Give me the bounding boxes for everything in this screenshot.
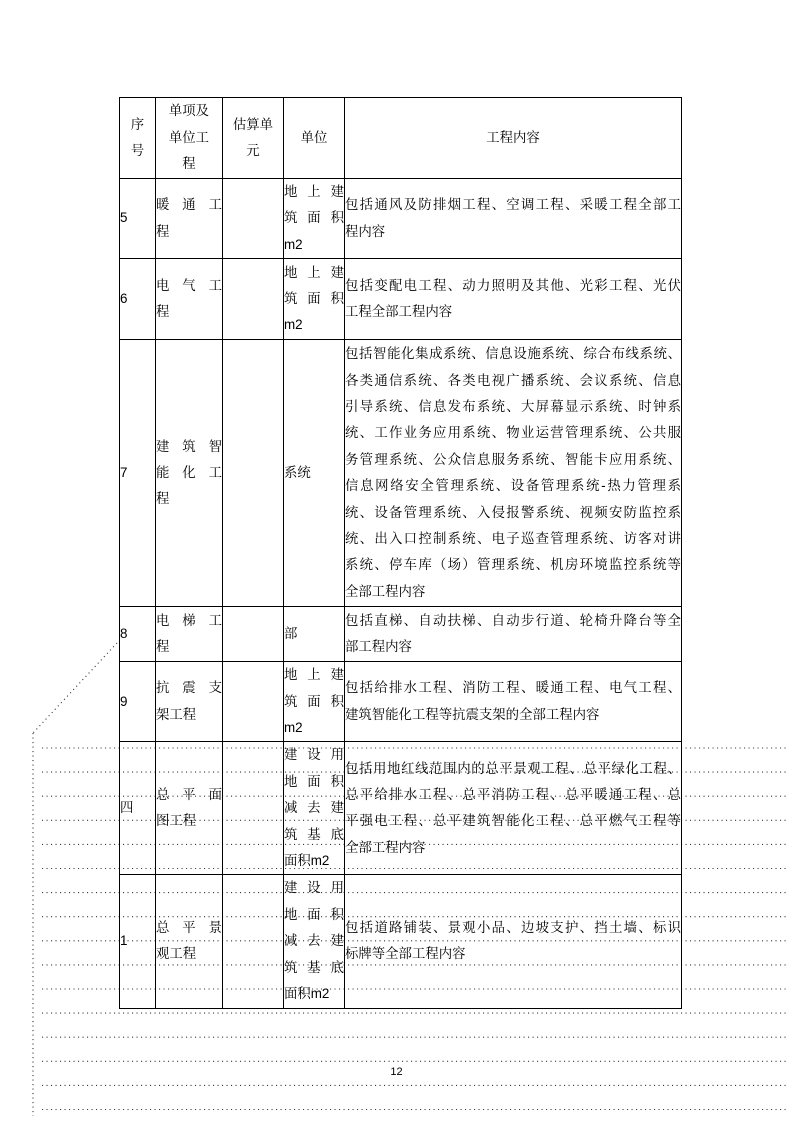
header-line: 程 xyxy=(182,156,196,172)
cell-line: 全部工程内容 xyxy=(345,583,426,599)
cell-line: 系统、停车库（场）管理系统、机房环境监控系统等 xyxy=(345,557,681,573)
cell-unit xyxy=(284,662,345,742)
header-scope xyxy=(345,98,682,179)
cell-line: 总平给排水工程、总平消防工程、总平暖通工程、总 xyxy=(345,787,681,803)
cell-scope xyxy=(345,662,682,742)
cell-unit xyxy=(284,742,345,875)
header-item xyxy=(156,98,223,179)
cell-unit xyxy=(284,179,345,259)
cell-estimate-unit xyxy=(223,875,284,1008)
cell-line: 电梯工 xyxy=(156,612,222,628)
cell-line: 统、工作业务应用系统、物业运营管理系统、公共服 xyxy=(345,425,681,441)
cell-line: m2 xyxy=(284,317,303,333)
table-header-row xyxy=(120,98,682,179)
cell-line: 工程全部工程内容 xyxy=(345,304,453,320)
cell-line: 包括道路铺装、景观小品、边坡支护、挡土墙、标识 xyxy=(345,920,681,936)
cell-no xyxy=(120,742,156,875)
cell-no xyxy=(120,875,156,1008)
cell-scope xyxy=(345,259,682,340)
cell-scope xyxy=(345,875,682,1008)
table-row xyxy=(120,259,682,340)
table-row xyxy=(120,179,682,259)
header-line: 单项及 xyxy=(168,103,210,119)
dotted-guide-line xyxy=(33,643,117,733)
cell-line: 总平景 xyxy=(156,920,222,936)
cell-line: 筑面积 xyxy=(284,210,344,226)
cell-line: 观工程 xyxy=(156,946,197,962)
cell-line: 筑面积 xyxy=(284,693,344,709)
cell-line: 能化工 xyxy=(156,465,222,481)
cell-estimate-unit xyxy=(223,259,284,340)
header-line: 序 xyxy=(130,116,145,132)
table-row xyxy=(120,875,682,1008)
cell-estimate-unit xyxy=(223,179,284,259)
table-header xyxy=(120,98,682,179)
cell-scope xyxy=(345,607,682,662)
cell-line: 1 xyxy=(120,933,128,949)
header-line: 单位 xyxy=(300,129,328,145)
cell-line: 包括直梯、自动扶梯、自动步行道、轮椅升降台等全 xyxy=(345,612,681,628)
cell-line: 建设用 xyxy=(284,747,344,763)
cell-unit xyxy=(284,607,345,662)
header-unit xyxy=(284,98,345,179)
cell-item xyxy=(156,340,223,607)
cell-line: 地上建 xyxy=(284,264,344,280)
cell-line: 系统 xyxy=(284,465,311,481)
cell-line: 6 xyxy=(120,291,128,307)
cell-line: 程 xyxy=(156,223,170,239)
cell-line: 架工程 xyxy=(156,706,197,722)
cell-no xyxy=(120,662,156,742)
cell-line: 包括智能化集成系统、信息设施系统、综合布线系统、 xyxy=(345,346,681,362)
cell-line: 部 xyxy=(284,626,298,642)
cell-line: 四 xyxy=(120,800,134,816)
cell-line: 包括变配电工程、动力照明及其他、光彩工程、光伏 xyxy=(345,277,681,293)
table-row xyxy=(120,742,682,875)
cell-line: 筑基底 xyxy=(284,959,344,975)
cell-line: m2 xyxy=(284,236,303,252)
cell-line: 减去建 xyxy=(284,800,344,816)
cell-line: 建筑智能化工程等抗震支架的全部工程内容 xyxy=(345,706,600,722)
cell-line: 包括通风及防排烟工程、空调工程、采暖工程全部工 xyxy=(345,197,681,213)
cell-line: 程 xyxy=(156,639,170,655)
work-scope-table xyxy=(119,97,682,1009)
header-line: 号 xyxy=(130,143,145,158)
cell-line: 各类通信系统、各类电视广播系统、会议系统、信息 xyxy=(345,372,681,388)
cell-line: 地面积 xyxy=(284,906,344,922)
cell-line: 建筑智 xyxy=(156,438,222,454)
cell-line: 5 xyxy=(120,210,128,226)
cell-scope xyxy=(345,340,682,607)
cell-line: 9 xyxy=(120,693,128,709)
cell-unit xyxy=(284,340,345,607)
cell-unit xyxy=(284,259,345,340)
cell-estimate-unit xyxy=(223,607,284,662)
cell-line: 程内容 xyxy=(345,223,386,239)
cell-line: 暖通工 xyxy=(156,197,222,213)
cell-line: 面积m2 xyxy=(284,986,330,1002)
table-row xyxy=(120,607,682,662)
cell-unit xyxy=(284,875,345,1008)
cell-line: 7 xyxy=(120,465,128,481)
header-no xyxy=(120,98,156,179)
cell-line: 包括用地红线范围内的总平景观工程、总平绿化工程、 xyxy=(345,760,681,776)
cell-line: 筑面积 xyxy=(284,291,344,307)
cell-line: 筑基底 xyxy=(284,826,344,842)
cell-line: 包括给排水工程、消防工程、暖通工程、电气工程、 xyxy=(345,680,681,696)
cell-item xyxy=(156,607,223,662)
cell-item xyxy=(156,179,223,259)
cell-no xyxy=(120,179,156,259)
cell-line: 面积m2 xyxy=(284,853,330,869)
cell-line: 地上建 xyxy=(284,667,344,683)
table-row xyxy=(120,340,682,607)
cell-line: 统、出入口控制系统、电子巡查管理系统、访客对讲 xyxy=(345,531,681,547)
cell-estimate-unit xyxy=(223,662,284,742)
cell-scope xyxy=(345,742,682,875)
cell-line: 部工程内容 xyxy=(345,639,412,655)
cell-no xyxy=(120,340,156,607)
cell-no xyxy=(120,259,156,340)
cell-line: 抗震支 xyxy=(156,680,222,696)
header-line: 工程内容 xyxy=(486,129,540,145)
cell-item xyxy=(156,662,223,742)
cell-line: 总平面 xyxy=(156,787,222,803)
cell-line: 地上建 xyxy=(284,184,344,199)
cell-line: 程 xyxy=(156,304,170,320)
cell-line: 统、设备管理系统、入侵报警系统、视频安防监控系 xyxy=(345,504,681,520)
cell-line: 图工程 xyxy=(156,813,197,829)
cell-line: 减去建 xyxy=(284,933,344,949)
cell-estimate-unit xyxy=(223,742,284,875)
header-line: 单位工 xyxy=(168,129,210,145)
page-number: 12 xyxy=(390,1066,403,1078)
cell-estimate-unit xyxy=(223,340,284,607)
cell-item xyxy=(156,259,223,340)
header-line: 元 xyxy=(246,143,260,158)
cell-line: 全部工程内容 xyxy=(345,839,426,855)
cell-line: 信息网络安全管理系统、设备管理系统-热力管理系 xyxy=(345,478,681,494)
header-line: 估算单 xyxy=(232,116,274,132)
cell-line: 8 xyxy=(120,626,128,642)
table-row xyxy=(120,662,682,742)
cell-line: 务管理系统、公众信息服务系统、智能卡应用系统、 xyxy=(345,451,681,467)
cell-line: 地面积 xyxy=(284,773,344,789)
cell-item xyxy=(156,875,223,1008)
cell-no xyxy=(120,607,156,662)
cell-line: 电气工 xyxy=(156,277,222,293)
cell-line: m2 xyxy=(284,720,303,736)
cell-line: 建设用 xyxy=(284,880,344,896)
cell-line: 标牌等全部工程内容 xyxy=(345,946,466,962)
header-estimate-unit xyxy=(223,98,284,179)
cell-line: 平强电工程、总平建筑智能化工程、总平燃气工程等 xyxy=(345,813,681,829)
cell-line: 引导系统、信息发布系统、大屏幕显示系统、时钟系 xyxy=(345,399,681,414)
cell-scope xyxy=(345,179,682,259)
cell-item xyxy=(156,742,223,875)
table-body xyxy=(120,179,682,1009)
cell-line: 程 xyxy=(156,491,170,507)
